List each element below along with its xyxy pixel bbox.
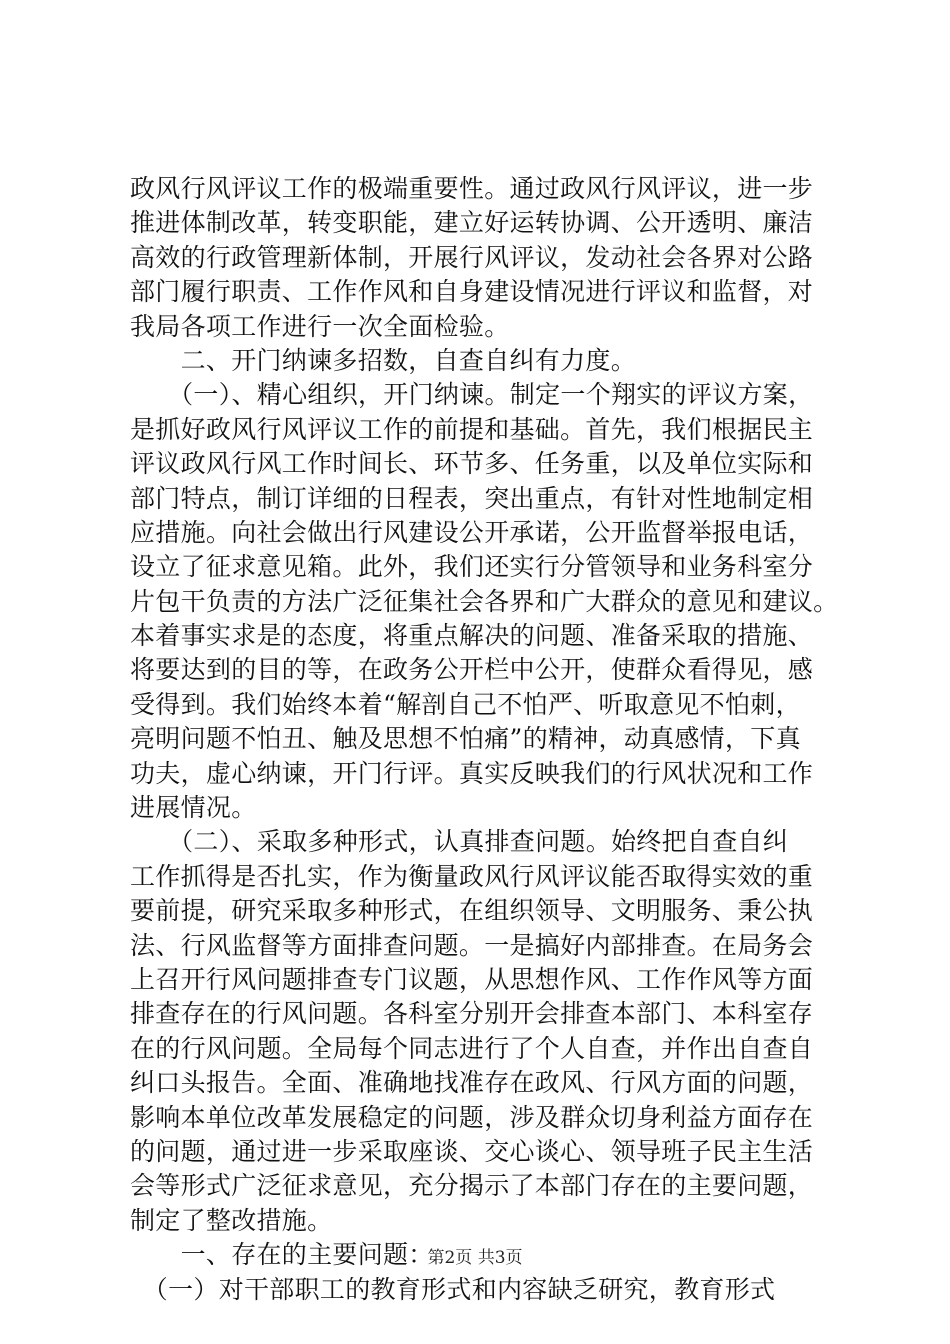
text-line: 工作抓得是否扎实，作为衡量政风行风评议能否取得实效的重	[130, 861, 814, 891]
text-line: 法、行风监督等方面排查问题。一是搞好内部排查。在局务会	[130, 930, 814, 960]
text-line: 会等形式广泛征求意见，充分揭示了本部门存在的主要问题，	[130, 1171, 814, 1201]
text-line: 是抓好政风行风评议工作的前提和基础。首先，我们根据民主	[130, 414, 814, 444]
text-line: 要前提，研究采取多种形式，在组织领导、文明服务、秉公执	[130, 896, 814, 926]
text-line: 应措施。向社会做出行风建设公开承诺，公开监督举报电话，	[130, 517, 814, 547]
text-line: （二）、采取多种形式，认真排查问题。始终把自查自纠	[130, 827, 789, 857]
body-text	[130, 172, 839, 1307]
text-line: （一）对干部职工的教育形式和内容缺乏研究，教育形式	[130, 1274, 776, 1304]
page-footer: 第2页 共3页	[427, 1248, 523, 1268]
text-line: 将要达到的目的等，在政务公开栏中公开，使群众看得见，感	[130, 655, 814, 685]
text-line: 一、存在的主要问题：	[130, 1240, 434, 1270]
text-line: 制定了整改措施。	[130, 1205, 333, 1235]
text-line: 纠口头报告。全面、准确地找准存在政风、行风方面的问题，	[130, 1068, 814, 1098]
text-line: 影响本单位改革发展稳定的问题，涉及群众切身利益方面存在	[130, 1102, 814, 1132]
text-line: 设立了征求意见箱。此外，我们还实行分管领导和业务科室分	[130, 552, 814, 582]
text-line: 政风行风评议工作的极端重要性。通过政风行风评议，进一步	[130, 174, 814, 203]
text-line: 排查存在的行风问题。各科室分别开会排查本部门、本科室存	[130, 999, 814, 1029]
text-line: 进展情况。	[130, 793, 257, 823]
text-line: 在的行风问题。全局每个同志进行了个人自查，并作出自查自	[130, 1033, 814, 1063]
text-line: 功夫，虚心纳谏，开门行评。真实反映我们的行风状况和工作	[130, 758, 814, 788]
text-line: 的问题，通过进一步采取座谈、交心谈心、领导班子民主生活	[130, 1136, 814, 1166]
text-line: 二、开门纳谏多招数，自查自纠有力度。	[130, 345, 637, 375]
text-line: 受得到。我们始终本着“解剖自己不怕严、听取意见不怕刺，	[130, 689, 801, 719]
text-line: 片包干负责的方法广泛征集社会各界和广大群众的意见和建议。	[130, 586, 839, 616]
text-line: 部门特点，制订详细的日程表，突出重点，有针对性地制定相	[130, 483, 814, 513]
text-line: 上召开行风问题排查专门议题，从思想作风、工作作风等方面	[130, 964, 814, 994]
text-line: （一）、精心组织，开门纳谏。制定一个翔实的评议方案，	[130, 380, 814, 410]
text-line: 本着事实求是的态度，将重点解决的问题、准备采取的措施、	[130, 621, 814, 651]
text-line: 部门履行职责、工作作风和自身建设情况进行评议和监督，对	[130, 277, 814, 307]
text-line: 评议政风行风工作时间长、环节多、任务重，以及单位实际和	[130, 449, 814, 479]
text-line: 亮明问题不怕丑、触及思想不怕痛”的精神，动真感情，下真	[130, 724, 801, 754]
text-line: 高效的行政管理新体制，开展行风评议，发动社会各界对公路	[130, 242, 814, 272]
text-line: 我局各项工作进行一次全面检验。	[130, 311, 510, 341]
text-line: 推进体制改革，转变职能，建立好运转协调、公开透明、廉洁	[130, 208, 814, 238]
